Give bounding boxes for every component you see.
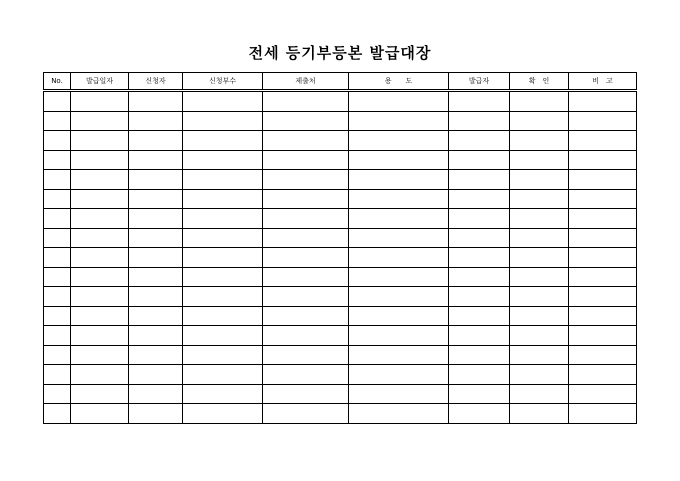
cell-copies[interactable] [183,384,263,404]
cell-remarks[interactable] [569,150,637,170]
table-row [44,150,637,170]
cell-no[interactable] [44,287,71,307]
cell-issue-date[interactable] [71,287,129,307]
cell-copies[interactable] [183,91,263,112]
cell-copies[interactable] [183,111,263,131]
cell-issuer[interactable] [449,287,510,307]
cell-purpose[interactable] [349,384,449,404]
cell-copies[interactable] [183,150,263,170]
cell-issue-date[interactable] [71,189,129,209]
col-header-submitted-to: 제출처 [263,73,349,91]
cell-applicant[interactable] [129,228,183,248]
cell-applicant[interactable] [129,170,183,190]
cell-purpose[interactable] [349,111,449,131]
table-row [44,287,637,307]
cell-confirm[interactable] [510,228,569,248]
cell-issue-date[interactable] [71,365,129,385]
cell-issuer[interactable] [449,345,510,365]
cell-issue-date[interactable] [71,326,129,346]
cell-confirm[interactable] [510,111,569,131]
cell-applicant[interactable] [129,345,183,365]
cell-purpose[interactable] [349,170,449,190]
cell-copies[interactable] [183,365,263,385]
cell-submitted-to[interactable] [263,404,349,424]
cell-issue-date[interactable] [71,384,129,404]
cell-submitted-to[interactable] [263,326,349,346]
cell-confirm[interactable] [510,306,569,326]
cell-submitted-to[interactable] [263,228,349,248]
col-header-confirm: 확 인 [510,73,569,91]
col-header-applicant: 신청자 [129,73,183,91]
cell-issue-date[interactable] [71,248,129,268]
cell-remarks[interactable] [569,404,637,424]
cell-applicant[interactable] [129,209,183,229]
cell-applicant[interactable] [129,365,183,385]
cell-copies[interactable] [183,228,263,248]
col-header-issuer: 발급자 [449,73,510,91]
cell-purpose[interactable] [349,287,449,307]
cell-confirm[interactable] [510,345,569,365]
cell-issuer[interactable] [449,111,510,131]
cell-no[interactable] [44,267,71,287]
cell-submitted-to[interactable] [263,345,349,365]
cell-submitted-to[interactable] [263,111,349,131]
table-row [44,209,637,229]
cell-issue-date[interactable] [71,404,129,424]
cell-remarks[interactable] [569,287,637,307]
cell-applicant[interactable] [129,287,183,307]
table-row [44,170,637,190]
cell-confirm[interactable] [510,267,569,287]
cell-purpose[interactable] [349,365,449,385]
ledger-body [44,91,637,424]
cell-purpose[interactable] [349,150,449,170]
cell-no[interactable] [44,306,71,326]
cell-purpose[interactable] [349,306,449,326]
cell-remarks[interactable] [569,365,637,385]
cell-submitted-to[interactable] [263,170,349,190]
cell-applicant[interactable] [129,404,183,424]
cell-remarks[interactable] [569,131,637,151]
cell-no[interactable] [44,404,71,424]
table-row [44,384,637,404]
cell-remarks[interactable] [569,384,637,404]
cell-remarks[interactable] [569,228,637,248]
cell-confirm[interactable] [510,404,569,424]
cell-no[interactable] [44,384,71,404]
cell-issue-date[interactable] [71,306,129,326]
cell-purpose[interactable] [349,209,449,229]
cell-issue-date[interactable] [71,267,129,287]
cell-confirm[interactable] [510,189,569,209]
cell-issuer[interactable] [449,248,510,268]
cell-issuer[interactable] [449,306,510,326]
cell-applicant[interactable] [129,326,183,346]
table-row [44,248,637,268]
col-header-purpose: 용 도 [349,73,449,91]
cell-remarks[interactable] [569,209,637,229]
cell-purpose[interactable] [349,189,449,209]
cell-copies[interactable] [183,306,263,326]
col-header-no: No. [44,73,71,91]
cell-confirm[interactable] [510,150,569,170]
cell-purpose[interactable] [349,267,449,287]
cell-copies[interactable] [183,248,263,268]
cell-submitted-to[interactable] [263,306,349,326]
cell-issue-date[interactable] [71,150,129,170]
cell-confirm[interactable] [510,209,569,229]
table-row [44,228,637,248]
cell-issuer[interactable] [449,384,510,404]
issuance-ledger-table [43,72,637,424]
cell-submitted-to[interactable] [263,365,349,385]
cell-issuer[interactable] [449,209,510,229]
header-row [44,73,637,91]
cell-issue-date[interactable] [71,209,129,229]
table-row [44,326,637,346]
cell-applicant[interactable] [129,131,183,151]
cell-issue-date[interactable] [71,170,129,190]
col-header-remarks: 비 고 [569,73,637,91]
cell-copies[interactable] [183,170,263,190]
cell-copies[interactable] [183,404,263,424]
cell-applicant[interactable] [129,91,183,112]
cell-confirm[interactable] [510,384,569,404]
table-row [44,306,637,326]
cell-applicant[interactable] [129,150,183,170]
cell-applicant[interactable] [129,384,183,404]
cell-submitted-to[interactable] [263,248,349,268]
cell-issuer[interactable] [449,91,510,112]
table-row [44,404,637,424]
cell-no[interactable] [44,345,71,365]
cell-submitted-to[interactable] [263,384,349,404]
table-row [44,365,637,385]
cell-no[interactable] [44,326,71,346]
cell-issuer[interactable] [449,189,510,209]
cell-submitted-to[interactable] [263,131,349,151]
cell-applicant[interactable] [129,267,183,287]
cell-issuer[interactable] [449,170,510,190]
cell-submitted-to[interactable] [263,267,349,287]
cell-remarks[interactable] [569,189,637,209]
cell-applicant[interactable] [129,111,183,131]
col-header-issue-date: 발급일자 [71,73,129,91]
cell-copies[interactable] [183,189,263,209]
cell-remarks[interactable] [569,111,637,131]
cell-purpose[interactable] [349,404,449,424]
cell-confirm[interactable] [510,170,569,190]
table-row [44,131,637,151]
cell-remarks[interactable] [569,326,637,346]
table-row [44,111,637,131]
cell-issuer[interactable] [449,131,510,151]
cell-copies[interactable] [183,326,263,346]
cell-no[interactable] [44,91,71,112]
cell-no[interactable] [44,248,71,268]
cell-purpose[interactable] [349,326,449,346]
cell-issuer[interactable] [449,228,510,248]
cell-applicant[interactable] [129,306,183,326]
cell-issuer[interactable] [449,326,510,346]
cell-copies[interactable] [183,287,263,307]
cell-copies[interactable] [183,209,263,229]
cell-purpose[interactable] [349,345,449,365]
cell-issuer[interactable] [449,404,510,424]
cell-copies[interactable] [183,345,263,365]
cell-submitted-to[interactable] [263,91,349,112]
cell-remarks[interactable] [569,170,637,190]
cell-no[interactable] [44,365,71,385]
cell-no[interactable] [44,170,71,190]
cell-confirm[interactable] [510,131,569,151]
cell-submitted-to[interactable] [263,150,349,170]
document-title: 전세 등기부등본 발급대장 [248,44,432,62]
cell-remarks[interactable] [569,91,637,112]
cell-no[interactable] [44,150,71,170]
cell-applicant[interactable] [129,189,183,209]
table-row [44,91,637,112]
cell-issue-date[interactable] [71,131,129,151]
cell-copies[interactable] [183,267,263,287]
cell-no[interactable] [44,228,71,248]
cell-purpose[interactable] [349,248,449,268]
cell-confirm[interactable] [510,365,569,385]
cell-submitted-to[interactable] [263,209,349,229]
cell-purpose[interactable] [349,131,449,151]
table-row [44,189,637,209]
cell-issuer[interactable] [449,365,510,385]
cell-no[interactable] [44,209,71,229]
cell-submitted-to[interactable] [263,189,349,209]
cell-submitted-to[interactable] [263,287,349,307]
cell-issue-date[interactable] [71,91,129,112]
cell-remarks[interactable] [569,345,637,365]
cell-no[interactable] [44,131,71,151]
col-header-copies: 신청부수 [183,73,263,91]
cell-copies[interactable] [183,131,263,151]
cell-issue-date[interactable] [71,228,129,248]
cell-issue-date[interactable] [71,111,129,131]
table-row [44,267,637,287]
cell-no[interactable] [44,189,71,209]
cell-remarks[interactable] [569,267,637,287]
cell-applicant[interactable] [129,248,183,268]
cell-confirm[interactable] [510,326,569,346]
cell-confirm[interactable] [510,248,569,268]
cell-issue-date[interactable] [71,345,129,365]
cell-purpose[interactable] [349,228,449,248]
table-row [44,345,637,365]
cell-remarks[interactable] [569,306,637,326]
cell-purpose[interactable] [349,91,449,112]
cell-confirm[interactable] [510,287,569,307]
cell-issuer[interactable] [449,150,510,170]
cell-remarks[interactable] [569,248,637,268]
cell-issuer[interactable] [449,267,510,287]
cell-confirm[interactable] [510,91,569,112]
cell-no[interactable] [44,111,71,131]
